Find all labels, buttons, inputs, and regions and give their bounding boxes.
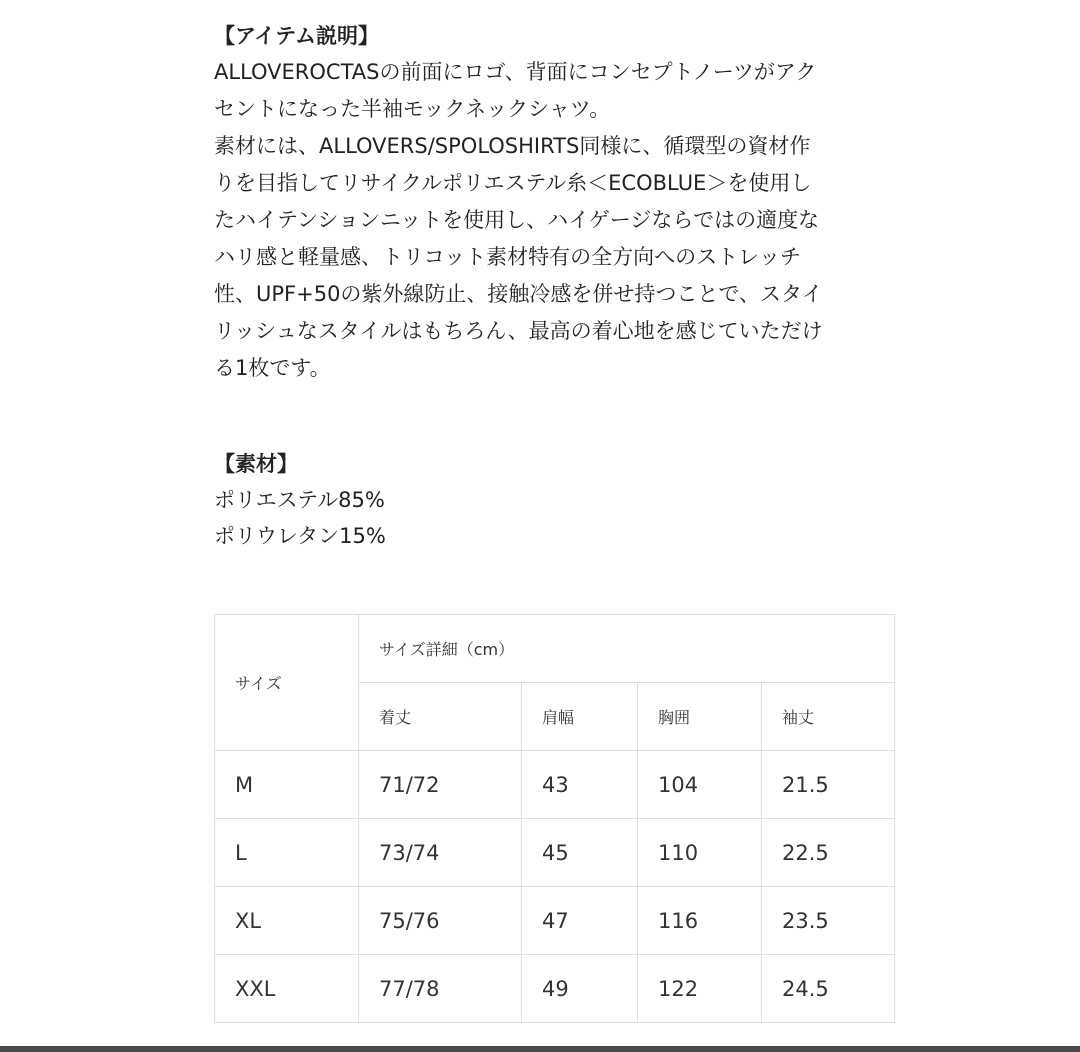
table-row <box>215 751 895 819</box>
description-line: ALLOVEROCTASの前面にロゴ、背面にコンセプトノーツがアク <box>214 60 817 84</box>
description-line: リッシュなスタイルはもちろん、最高の着心地を感じていただけ <box>214 319 823 343</box>
value-cell: 45 <box>522 819 638 887</box>
value-cell: 23.5 <box>762 887 895 955</box>
value-cell: 22.5 <box>762 819 895 887</box>
value-cell: 24.5 <box>762 955 895 1023</box>
size-header-cell: サイズ <box>215 615 359 751</box>
item-description-section <box>214 18 914 387</box>
value-cell: 73/74 <box>359 819 522 887</box>
description-line: セントになった半袖モックネックシャツ。 <box>214 97 611 121</box>
table-row <box>215 955 895 1023</box>
material-item: ポリウレタン15% <box>214 524 386 548</box>
value-cell: 75/76 <box>359 887 522 955</box>
size-cell: M <box>215 751 359 819</box>
column-header-chest: 胸囲 <box>638 683 762 751</box>
value-cell: 110 <box>638 819 762 887</box>
column-header-length: 着丈 <box>359 683 522 751</box>
value-cell: 77/78 <box>359 955 522 1023</box>
description-line: りを目指してリサイクルポリエステル糸＜ECOBLUE＞を使用し <box>214 171 812 195</box>
material-item: ポリエステル85% <box>214 488 385 512</box>
value-cell: 21.5 <box>762 751 895 819</box>
table-row <box>215 887 895 955</box>
size-cell: L <box>215 819 359 887</box>
value-cell: 49 <box>522 955 638 1023</box>
value-cell: 47 <box>522 887 638 955</box>
value-cell: 116 <box>638 887 762 955</box>
material-heading: 【素材】 <box>214 452 298 476</box>
value-cell: 43 <box>522 751 638 819</box>
size-cell: XL <box>215 887 359 955</box>
column-header-sleeve: 袖丈 <box>762 683 895 751</box>
description-line: 素材には、ALLOVERS/SPOLOSHIRTS同様に、循環型の資材作 <box>214 134 811 158</box>
description-line: ハリ感と軽量感、トリコット素材特有の全方向へのストレッチ <box>214 245 801 269</box>
material-list <box>214 482 386 554</box>
bottom-divider <box>0 1046 1080 1052</box>
table-header-row <box>215 615 895 683</box>
description-line: たハイテンションニットを使用し、ハイゲージならではの適度な <box>214 208 820 232</box>
description-line: 性、UPF+50の紫外線防止、接触冷感を併せ持つことで、スタイ <box>214 282 823 306</box>
size-cell: XXL <box>215 955 359 1023</box>
item-description-text <box>214 54 914 387</box>
size-table <box>214 614 895 1023</box>
description-line: る1枚です。 <box>214 356 331 380</box>
column-header-shoulder: 肩幅 <box>522 683 638 751</box>
size-detail-header-cell: サイズ詳細（cm） <box>359 615 895 683</box>
table-row <box>215 819 895 887</box>
value-cell: 71/72 <box>359 751 522 819</box>
value-cell: 104 <box>638 751 762 819</box>
value-cell: 122 <box>638 955 762 1023</box>
item-description-heading: 【アイテム説明】 <box>214 24 380 48</box>
